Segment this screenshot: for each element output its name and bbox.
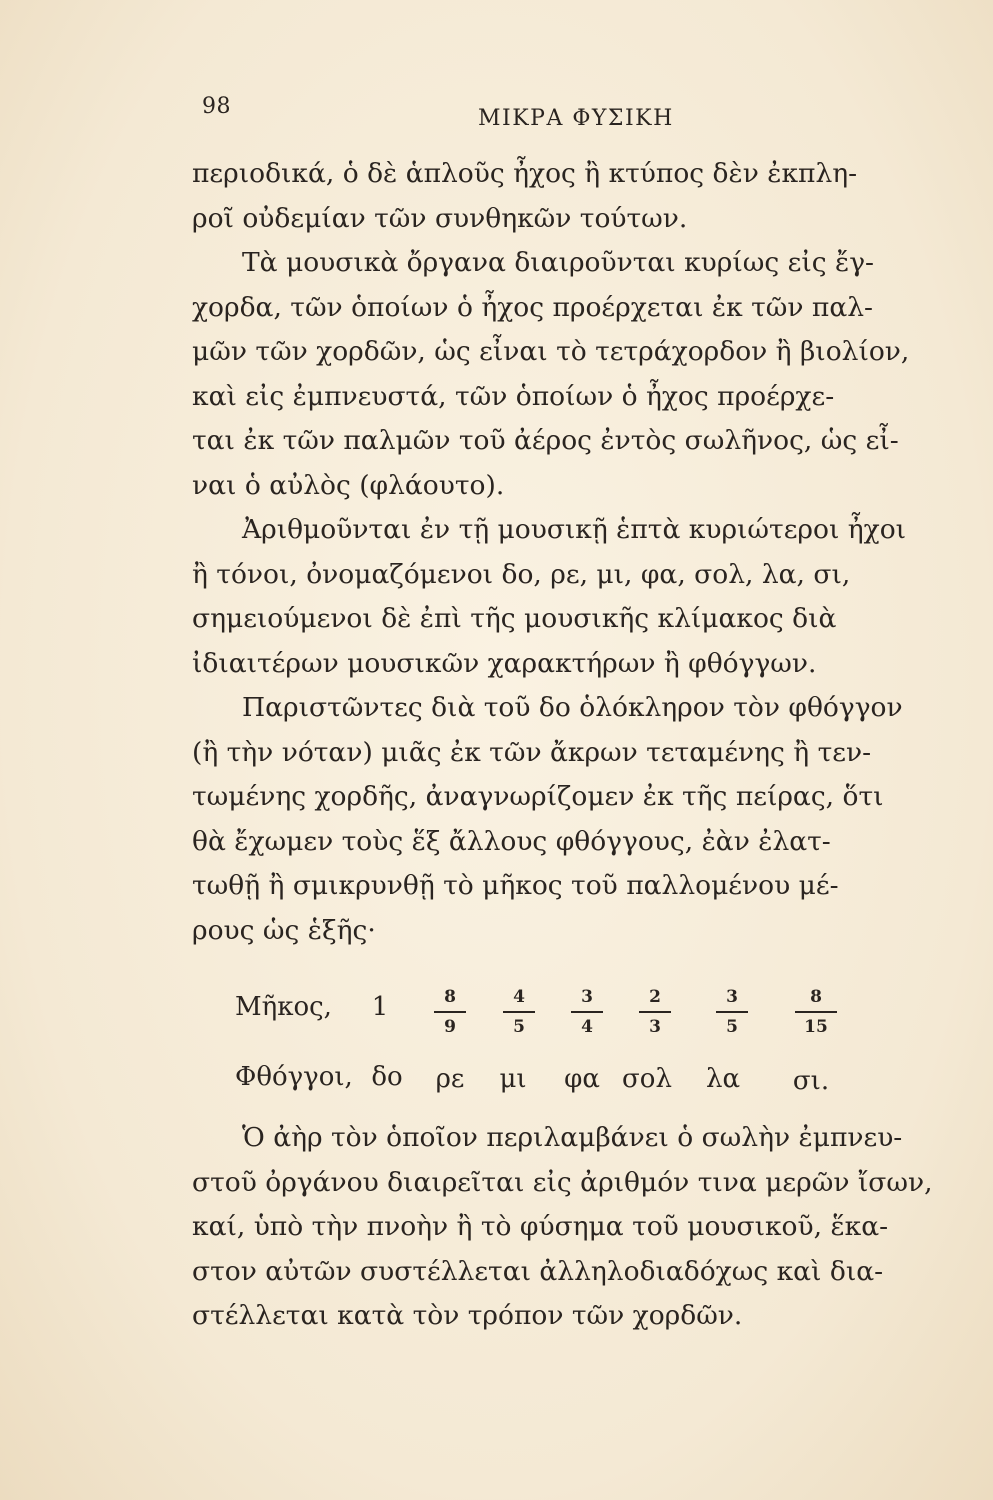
text-line: ρους ὡς ἑξῆς· [192, 914, 376, 946]
text-line: ροῖ οὐδεμίαν τῶν συνθηκῶν τούτων. [192, 202, 688, 234]
text-line: τωθῇ ἢ σμικρυνθῇ τὸ μῆκος τοῦ παλλομένου μέ- [192, 870, 839, 901]
text-line: ται ἐκ τῶν παλμῶν τοῦ ἀέρος ἐντὸς σωλῆνος, ὡς εἶ- [192, 425, 899, 456]
note-si: σι. [792, 1066, 830, 1096]
text-line: στέλλεται κατὰ τὸν τρόπον τῶν χορδῶν. [192, 1300, 743, 1331]
length-label: Μῆκος, [235, 992, 332, 1022]
note-mi: μι [499, 1064, 527, 1094]
text-line: (ἢ τὴν νόταν) μιᾶς ἐκ τῶν ἄκρων τεταμένης ἢ τεν- [192, 736, 872, 768]
running-title: ΜΙΚΡΑ ΦΥΣΙΚΗ [478, 106, 674, 131]
text-line: Παριστῶντες διὰ τοῦ δο ὁλόκληρον τὸν φθόγγον [242, 692, 903, 723]
text-line: ναι ὁ αὐλὸς (φλάουτο). [192, 469, 505, 501]
text-line: στον αὐτῶν συστέλλεται ἀλληλοδιαδόχως καὶ δια- [192, 1255, 884, 1287]
text-line: μῶν τῶν χορδῶν, ὡς εἶναι τὸ τετράχορδον ἢ βιολίον, [192, 336, 910, 367]
note-do: δο [371, 1062, 403, 1092]
text-line: Ὁ ἀὴρ τὸν ὁποῖον περιλαμβάνει ὁ σωλὴν ἐμπνευ- [242, 1122, 903, 1153]
page-number: 98 [202, 94, 231, 119]
text-line: ἰδιαιτέρων μουσικῶν χαρακτήρων ἢ φθόγγων. [192, 647, 817, 679]
text-block-bottom [192, 1116, 933, 1339]
text-line: χορδα, τῶν ὁποίων ὁ ἦχος προέρχεται ἐκ τῶν παλ- [192, 291, 873, 323]
length-fraction: 3 4 [567, 986, 607, 1038]
text-line: καί, ὑπὸ τὴν πνοὴν ἢ τὸ φύσημα τοῦ μουσικοῦ, ἕκα- [192, 1211, 889, 1242]
text-line: ἢ τόνοι, ὀνομαζόμενοι δο, ρε, μι, φα, σολ, λα, σι, [192, 558, 851, 590]
note-sol: σολ [622, 1064, 672, 1094]
text-line: περιοδικά, ὁ δὲ ἁπλοῦς ἦχος ἢ κτύπος δὲν ἐκπλη- [192, 158, 858, 189]
length-fraction: 2 3 [635, 986, 675, 1038]
note-re: ρε [435, 1064, 465, 1094]
text-block-top [192, 152, 912, 953]
string-length-table [235, 986, 895, 1106]
length-whole: 1 [371, 992, 389, 1022]
text-line: σημειούμενοι δὲ ἐπὶ τῆς μουσικῆς κλίμακος διὰ [192, 603, 837, 634]
text-line: στοῦ ὀργάνου διαιρεῖται εἰς ἀριθμόν τινα μερῶν ἴσων, [192, 1166, 933, 1198]
text-line: καὶ εἰς ἐμπνευστά, τῶν ὁποίων ὁ ἦχος προέρχε- [192, 380, 835, 412]
text-line: Ἀριθμοῦνται ἐν τῇ μουσικῇ ἑπτὰ κυριώτεροι ἦχοι [242, 514, 907, 545]
notes-label: Φθόγγοι, [235, 1062, 353, 1092]
note-la: λα [705, 1064, 741, 1094]
length-fraction: 4 5 [499, 986, 539, 1038]
note-fa: φα [564, 1064, 600, 1094]
text-line: θὰ ἔχωμεν τοὺς ἕξ ἄλλους φθόγγους, ἐὰν ἐλατ- [192, 825, 831, 857]
length-fraction: 3 5 [712, 986, 752, 1038]
text-line: τωμένης χορδῆς, ἀναγνωρίζομεν ἐκ τῆς πείρας, ὅτι [192, 781, 884, 812]
text-line: Τὰ μουσικὰ ὄργανα διαιροῦνται κυρίως εἰς ἔγ- [242, 247, 875, 278]
length-fraction: 8 9 [430, 986, 470, 1038]
length-fraction: 8 15 [791, 986, 841, 1038]
